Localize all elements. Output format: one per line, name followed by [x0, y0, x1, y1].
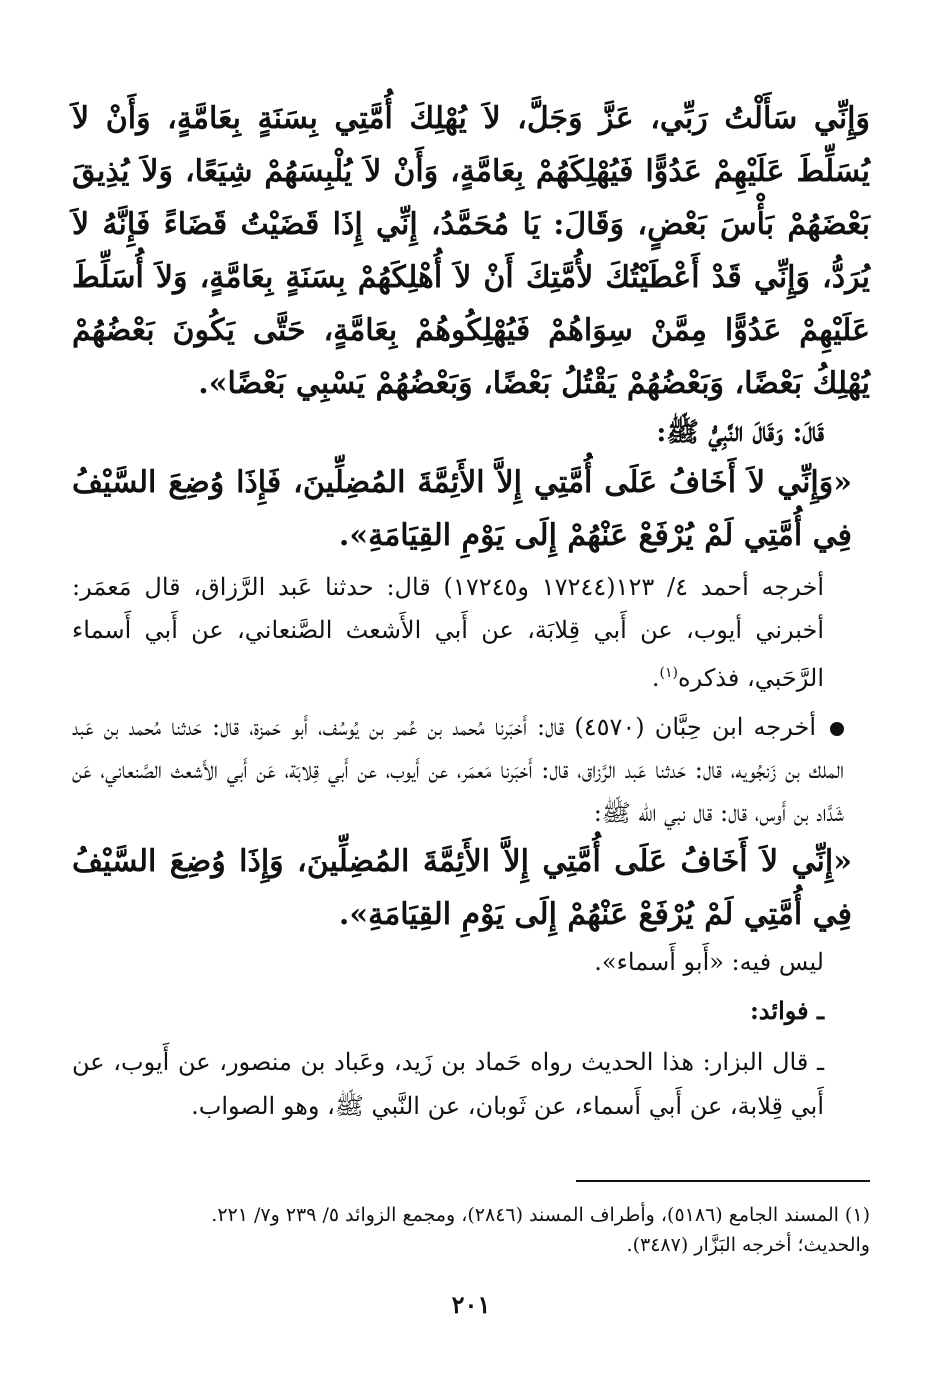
takhrij-ibn-hibban-text: أخرجه ابن حِبَّان (٤٥٧٠) قال: أَخبَرنا مُحمد بن عُمر بن يُوسُف، أَبو حَمزة، قال: حَدثنا مُحمد بن عَبد الملك بن زَنجُويه، قال: حَدثنا عَبد الرَّزاق، قال: أَخبَرنا مَعمَر، عن أَيوب، عن أَبي قِلابَة، عَن أَبي الأَشعث الصَّنعاني، عَن شَدَّاد بن أَوس، قال: قال نبي الله ﷺ: [72, 713, 844, 827]
footnote-divider [576, 1180, 870, 1182]
fawaid-heading: ـ فوائد: [749, 996, 824, 1025]
page-body [72, 92, 870, 1128]
takhrij-ahmad-end: . [651, 664, 660, 692]
footnote-marker[interactable]: (١) [659, 665, 678, 681]
hadith-main-text: وَإِنِّي سَأَلْتُ رَبِّي، عَزَّ وَجَلَّ، لاَ يُهْلِكَ أُمَّتِي بِسَنَةٍ بِعَامَّةٍ، وَأَنْ لاَ يُسَلِّطَ عَلَيْهِمْ عَدُوًّا فَيُهْلِكَهُمْ بِعَامَّةٍ، وَأَنْ لاَ يُلْبِسَهُمْ شِيَعًا، وَلاَ يُذِيقَ بَعْضَهُمْ بَأْسَ بَعْضٍ، وَقَالَ: يَا مُحَمَّدُ، إِنِّي إِذَا قَضَيْتُ قَضَاءً فَإِنَّهُ لاَ يُرَدُّ، وَإِنِّي قَدْ أَعْطَيْتُكَ لأُمَّتِكَ أَنْ لاَ أُهْلِكَهُمْ بِسَنَةٍ بِعَامَّةٍ، وَلاَ أُسَلِّطَ عَلَيْهِمْ عَدُوًّا مِمَّنْ سِوَاهُمْ فَيُهْلِكُوهُمْ بِعَامَّةٍ، حَتَّى يَكُونَ بَعْضُهُمْ يُهْلِكُ بَعْضًا، وَبَعْضُهُمْ يَقْتُلُ بَعْضًا، وَبَعْضُهُمْ يَسْبِي بَعْضًا». [72, 101, 870, 401]
hadith-third-text: «إِنِّي لاَ أَخَافُ عَلَى أُمَّتِي إِلاَّ الأَئِمَّةَ المُضِلِّينَ، وَإِذَا وُضِعَ السَّيْفُ فِي أُمَّتِي لَمْ يُرْفَعْ عَنْهُمْ إِلَى يَوْمِ القِيَامَةِ». [72, 844, 852, 932]
takhrij-ahmad-line-1: أخرجه أحمد ٤/ ١٢٣(١٧٢٤٤ و١٧٢٤٥) قال: حدثنا عَبد الرَّزاق، قال مَعمَر: [72, 573, 825, 601]
fawaid-text: ـ قال البزار: هذا الحديث رواه حَماد بن زَيد، وعَباد بن منصور، عن أَيوب، عن أَبي قِلابة، عن أَبي أَسماء، عن ثَوبان، عن النَّبي ﷺ، وهو الصواب. [72, 1048, 824, 1120]
takhrij-ibn-hibban [72, 706, 870, 835]
footnotes [72, 1200, 870, 1260]
hadith-second-text: «وَإِنِّي لاَ أَخَافُ عَلَى أُمَّتِي إِلاَّ الأَئِمَّةَ المُضِلِّينَ، فَإِذَا وُضِعَ السَّيْفُ فِي أُمَّتِي لَمْ يُرْفَعْ عَنْهُمْ إِلَى يَوْمِ القِيَامَةِ». [72, 465, 852, 553]
takhrij-ahmad [72, 566, 870, 700]
bullet-icon [830, 722, 844, 736]
laysa-fihi-note: ليس فيه: «أَبو أَسماء». [594, 948, 824, 976]
narrator-heading: قَالَ: وَقَالَ النَّبِيُّ ﷺ: [656, 417, 824, 448]
footnote-line-1: (١) المسند الجامع (٥١٨٦)، وأطراف المسند (٢٨٤٦)، ومجمع الزوائد ٥/ ٢٣٩ و٧/ ٢٢١. [211, 1204, 870, 1226]
footnote-line-2: والحديث؛ أخرجه البَزَّار (٣٤٨٧). [626, 1234, 870, 1256]
takhrij-ahmad-line-2: أخبرني أيوب، عن أَبي قِلابَة، عن أَبي الأَشعث الصَّنعاني، عن أَبي أَسماء الرَّحَبي، فذكره [72, 616, 824, 692]
page-number: ٢٠١ [451, 1290, 491, 1319]
